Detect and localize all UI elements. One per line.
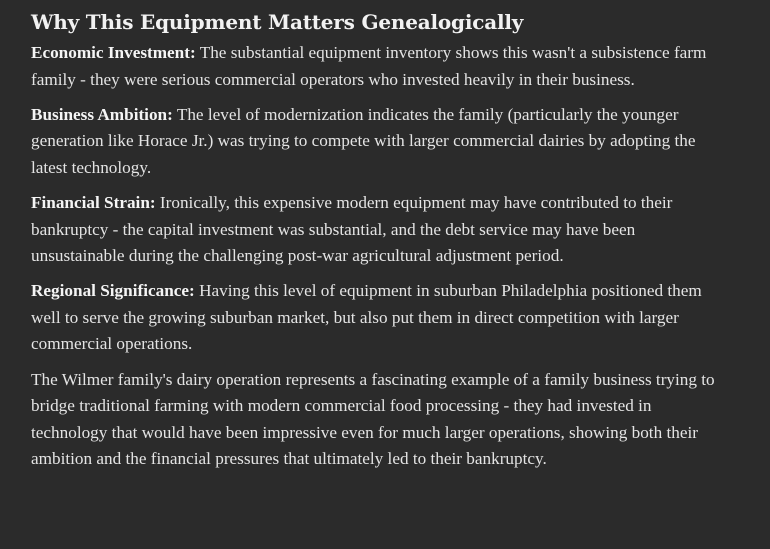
point-regional-significance (31, 278, 721, 358)
section-heading: Why This Equipment Matters Genealogically (31, 10, 524, 34)
point-text: Having this level of equipment in suburban Philadelphia positioned them well to serve the growing suburban market, but also put them in direct competition with larger commercial operations. (31, 281, 702, 354)
point-text: Ironically, this expensive modern equipment may have contributed to their bankruptcy - the capital investment was substantial, and the debt service may have been unsustainable during the challenging post-war agricultural adjustment period. (31, 192, 673, 266)
response-content (31, 8, 721, 481)
point-text: The level of modernization indicates the family (particularly the younger generation like Horace Jr.) was trying to compete with larger commercial dairies by adopting the latest technology. (31, 104, 696, 177)
point-financial-strain (31, 190, 721, 270)
point-label: Regional Significance: (31, 281, 195, 301)
point-label: Financial Strain: (31, 192, 156, 212)
point-economic-investment (31, 40, 721, 93)
point-label: Economic Investment: (31, 43, 196, 62)
point-text: The substantial equipment inventory shows this wasn't a subsistence farm family - they were serious commercial operators who invested heavily in their business. (31, 43, 707, 89)
point-label: Business Ambition: (31, 104, 173, 124)
conclusion-paragraph: The Wilmer family's dairy operation represents a fascinating example of a family business trying to bridge traditional farming with modern commercial food processing - they had invested in technology that would have been impressive even for much larger operations, showing both their ambition and the financial pressures that ultimately led to their bankruptcy. (31, 369, 715, 469)
point-business-ambition (31, 102, 721, 182)
